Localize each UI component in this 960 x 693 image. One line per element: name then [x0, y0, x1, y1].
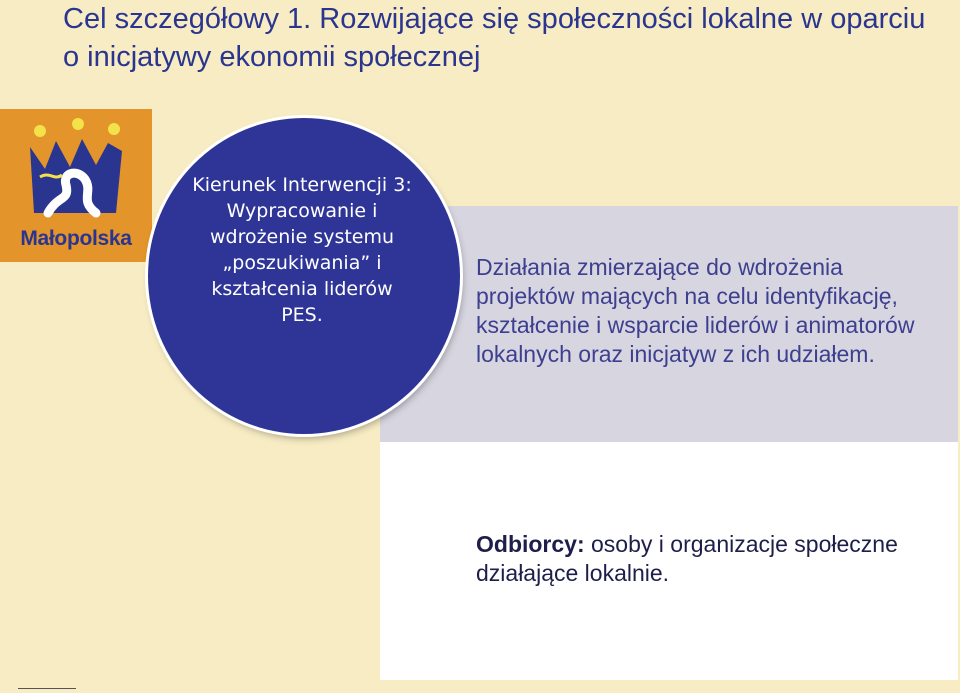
footer-divider [18, 688, 76, 689]
page-title: Cel szczegółowy 1. Rozwijające się społeczności lokalne w oparciu o inicjatywy ekonomii społecznej [63, 3, 926, 73]
malopolska-logo [0, 109, 152, 262]
recipients-description [476, 530, 916, 588]
recipients-label: Odbiorcy: [476, 531, 585, 557]
logo-text: Małopolska [20, 227, 132, 250]
recipients-value: osoby i organizacje społeczne działające lokalnie. [476, 531, 898, 586]
actions-description: Działania zmierzające do wdrożenia projektów mających na celu identyfikację, kształcenie i wsparcie liderów i animatorów lokalnych oraz inicjatyw z ich udziałem. [476, 254, 915, 367]
intervention-direction-text: Kierunek Interwencji 3: Wypracowanie i wdrożenie systemu „poszukiwania” i kształcenia liderów PES. [192, 174, 412, 326]
